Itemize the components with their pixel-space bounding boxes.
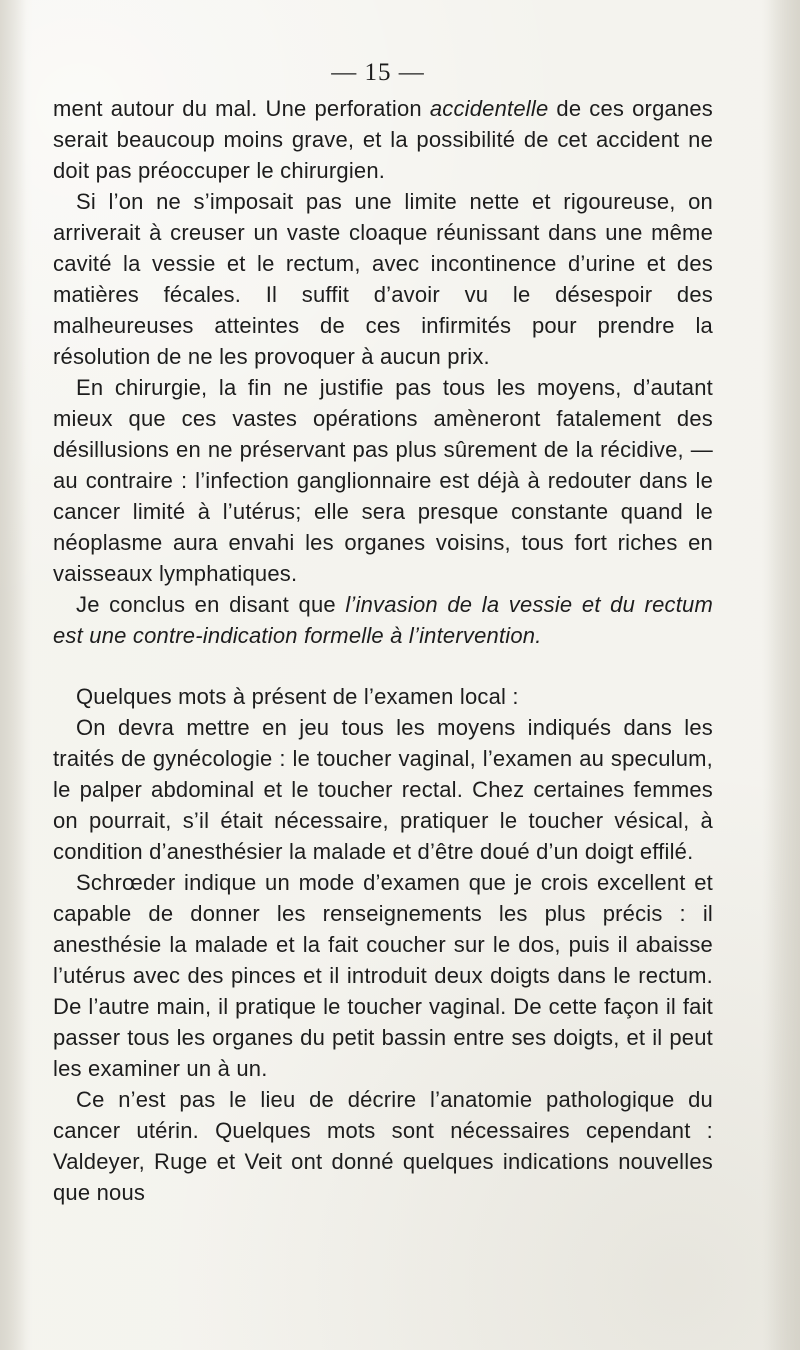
paragraph-7: Schrœder indique un mode d’examen que je crois excellent et capable de donner les renseignements les plus précis : il anesthésie la malade et la fait coucher sur le dos, puis il abaisse l’utérus avec des pinces et il introduit deux doigts dans le rectum. De l’autre main, il pratique le toucher vaginal. De cette façon il fait passer tous les organes du petit bassin entre ses doigts, et il peut les examiner un à un. — [53, 870, 713, 1081]
paragraph-4 — [53, 589, 713, 651]
paragraph-4-italic: l’invasion de la vessie et du rectum est une contre-indication formelle à l’intervention. — [53, 592, 713, 648]
paragraph-5: Quelques mots à présent de l’examen local : — [76, 684, 519, 709]
text-block-upper — [53, 93, 713, 651]
paragraph-1-italic: accidentelle — [429, 96, 549, 121]
paragraph-2: Si l’on ne s’imposait pas une limite nette et rigoureuse, on arriverait à creuser un vaste cloaque réunissant dans une même cavité la vessie et le rectum, avec incontinence d’urine et des matières fécales. Il suffit d’avoir vu le désespoir des malheureuses atteintes de ces infirmités pour prendre la résolution de ne les provoquer à aucun prix. — [53, 189, 713, 369]
paragraph-1-text: ment autour du mal. Une perforation — [53, 96, 430, 121]
paragraph-1 — [53, 93, 713, 186]
paragraph-6: On devra mettre en jeu tous les moyens indiqués dans les traités de gynécologie : le toucher vaginal, l’examen au speculum, le palper abdominal et le toucher rectal. Chez certaines femmes on pourrait, s’il était nécessaire, pratiquer le toucher vésical, à condition d’anesthésier la malade et d’être doué d’un doigt effilé. — [53, 715, 713, 864]
text-block-lower — [53, 681, 713, 1208]
paragraph-1-rest: de ces organes serait beaucoup moins grave, et la possibilité de cet accident ne doit pas préoccuper le chirurgien. — [53, 96, 714, 183]
paragraph-4-text: Je conclus en disant que — [76, 592, 346, 617]
page-number: — 15 — — [331, 59, 425, 86]
paragraph-3: En chirurgie, la fin ne justifie pas tous les moyens, d’autant mieux que ces vastes opérations amèneront fatalement des désillusions en ne préservant pas plus sûrement de la récidive, — au contraire : l’infection ganglionnaire est déjà à redouter dans le cancer limité à l’utérus; elle sera presque constante quand le néoplasme aura envahi les organes voisins, tous fort riches en vaisseaux lymphatiques. — [53, 375, 713, 586]
paragraph-8: Ce n’est pas le lieu de décrire l’anatomie pathologique du cancer utérin. Quelques mots sont nécessaires cependant : Valdeyer, Ruge et Veit ont donné quelques indications nouvelles que nous — [53, 1087, 713, 1205]
